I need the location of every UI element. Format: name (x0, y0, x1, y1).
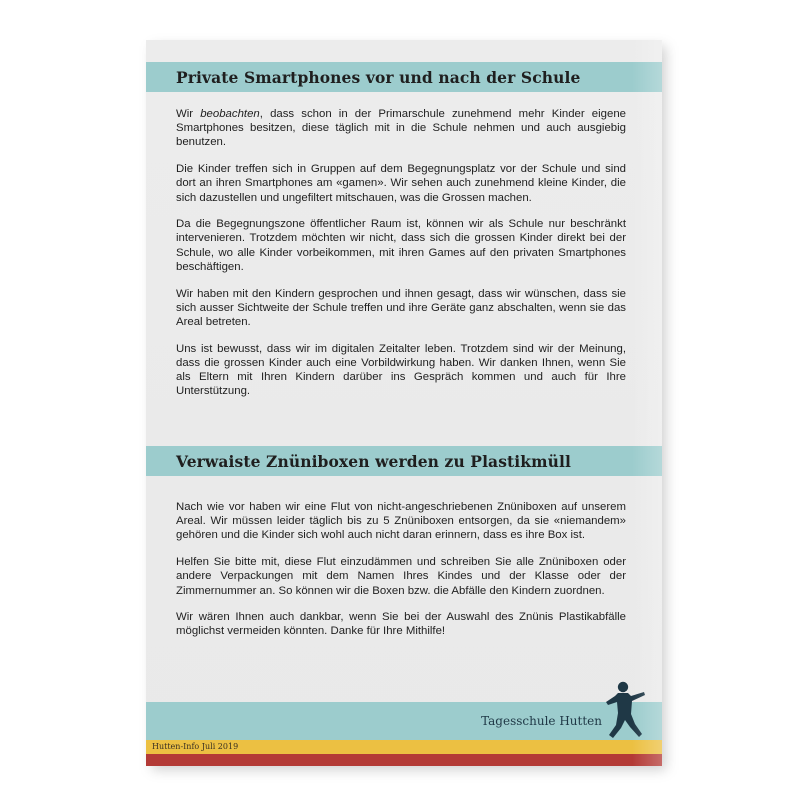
school-name: Tagesschule Hutten (481, 714, 602, 728)
section-2-paragraph-2: Helfen Sie bitte mit, diese Flut einzudämmen und schreiben Sie alle Znüniboxen oder andere Verpackungen mit dem Namen Ihres Kindes und der Klasse oder der Zimmernummer an. So können wir die Boxen bzw. die Abfälle den Kindern zuordnen. (176, 556, 626, 597)
section-1-paragraph-5: Uns ist bewusst, dass wir im digitalen Zeitalter leben. Trotzdem sind wir der Meinung, dass die grossen Kinder auch eine Vorbildwirkung haben. Wir danken Ihnen, wenn Sie als Eltern mit Ihren Kindern darüber ins Gespräch kommen und auch für Ihre Unterstützung. (176, 342, 626, 398)
section-2-heading: Verwaiste Znüniboxen werden zu Plastikmüll (176, 451, 571, 471)
section-2-paragraph-3: Wir wären Ihnen auch dankbar, wenn Sie bei der Auswahl des Znünis Plastikabfälle möglichst vermeiden könnten. Danke für Ihre Mithilfe! (176, 611, 626, 638)
section-2-paragraph-1: Nach wie vor haben wir eine Flut von nicht-angeschriebenen Znüniboxen auf unserem Areal. Wir müssen leider täglich bis zu 5 Znüniboxen entsorgen, da sie «niemandem» gehören und die Kinder sich wohl auch nicht daran erinnern, dass es ihre Box ist. (176, 501, 626, 542)
newsletter-page (146, 40, 662, 766)
section-1-paragraph-1: Wir beobachten, dass schon in der Primarschule zunehmend mehr Kinder eigene Smartphones besitzen, diese täglich mit in die Schule nehmen und auch ausgiebig benutzen. (176, 108, 626, 149)
section-1-paragraph-4: Wir haben mit den Kindern gesprochen und ihnen gesagt, dass wir wünschen, dass sie sich ausser Sichtweite der Schule treffen und ihre Geräte ganz abschalten, wenn sie das Areal betreten. (176, 287, 626, 328)
section-2-heading-band (146, 446, 662, 476)
issue-label: Hutten-Info Juli 2019 (152, 742, 239, 751)
section-1-paragraph-2: Die Kinder treffen sich in Gruppen auf dem Begegnungsplatz vor der Schule und sind dort an ihren Smartphones am «gamen». Wir sehen auch zunehmend kleine Kinder, die sich dazustellen und ungefiltert mitschauen, was die Grossen machen. (176, 163, 626, 204)
section-1-paragraph-3: Da die Begegnungszone öffentlicher Raum ist, können wir als Schule nur beschränkt intervenieren. Trotzdem möchten wir nicht, dass sich die grossen Kinder direkt bei der Schule, wo alle Kinder vorbeikommen, mit ihren Games auf den privaten Smartphones beschäftigen. (176, 218, 626, 273)
emphasis-text: beobachten (200, 108, 260, 120)
section-1-heading-band (146, 62, 662, 92)
child-silhouette-icon (604, 680, 648, 744)
footer-red-band (146, 754, 662, 766)
section-1-heading: Private Smartphones vor und nach der Schule (176, 67, 581, 87)
section-2-body (176, 500, 626, 651)
section-1-body (176, 107, 626, 411)
